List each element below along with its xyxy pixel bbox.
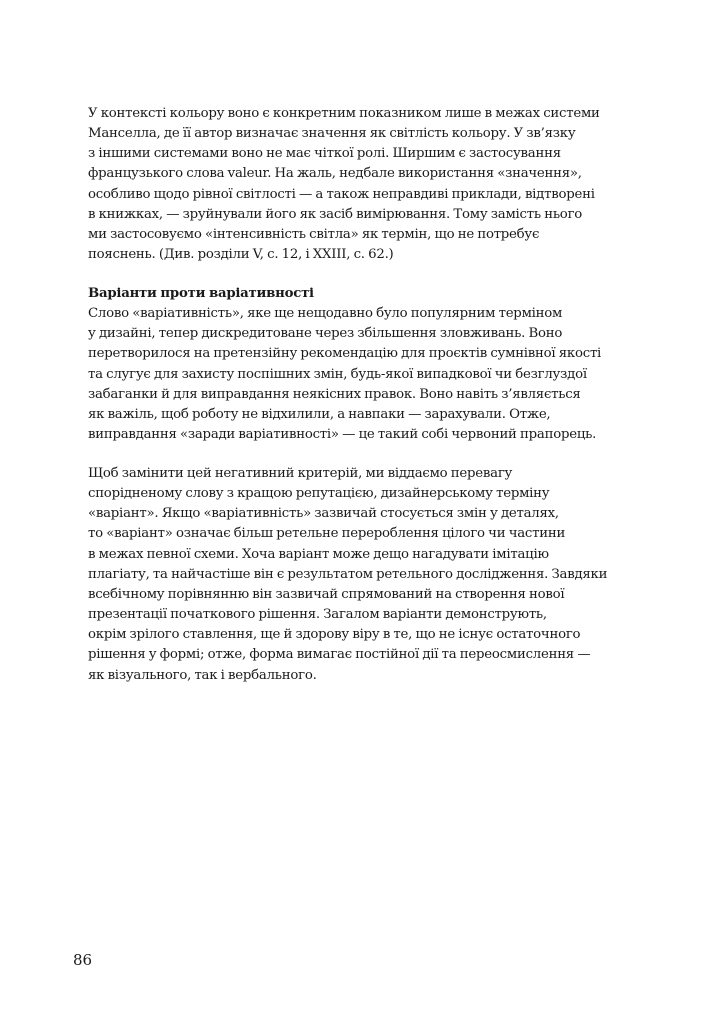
text-line: особливо щодо рівної світлості — а також неправдиві приклади, відтворені <box>88 186 595 202</box>
text-line: Слово «варіативність», яке ще нещодавно було популярним терміном <box>88 306 563 322</box>
text-line: у дизайні, тепер дискредитоване через збільшення зловживань. Воно <box>88 326 563 342</box>
text-line: як візуального, так і вербального. <box>88 667 317 683</box>
text-line: перетворилося на претензійну рекомендацію для проєктів сумнівної якості <box>88 346 602 362</box>
text-line: всебічному порівнянню він зазвичай спрямований на створення нової <box>88 586 565 602</box>
paragraph-3 <box>88 464 608 686</box>
text-line: в межах певної схеми. Хоча варіант може дещо нагадувати імітацію <box>88 546 549 562</box>
text-line: Щоб замінити цей негативний критерій, ми віддаємо перевагу <box>88 466 513 481</box>
text-line: як важіль, щоб роботу не відхилили, а навпаки — зарахували. Отже, <box>88 406 551 422</box>
text-line: та слугує для захисту поспішних змін, будь-якої випадкової чи безглуздої <box>88 366 587 382</box>
text-line: ми застосовуємо «інтенсивність світла» як термін, що не потребує <box>88 226 540 242</box>
text-line: спорідненому слову з кращою репутацією, дизайнерському терміну <box>88 486 550 502</box>
text-line: забаганки й для виправдання неякісних правок. Воно навіть з’являється <box>88 386 581 402</box>
text-line: то «варіант» означає більш ретельне перероблення цілого чи частини <box>88 526 566 542</box>
text-line: плагіату, та найчастіше він є результатом ретельного дослідження. Завдяки <box>88 566 608 582</box>
text-line: презентації початкового рішення. Загалом варіанти демонструють, <box>88 607 547 623</box>
text-line: пояснень. (Див. розділи V, с. 12, і XXIII, с. 62.) <box>88 247 394 263</box>
text-line: окрім зрілого ставлення, ще й здорову віру в те, що не існує остаточного <box>88 627 581 643</box>
text-line: в книжках, — зруйнували його як засіб вимірювання. Тому замість нього <box>88 206 583 222</box>
text-line: рішення у формі; отже, форма вимагає постійної дії та переосмислення — <box>88 647 591 663</box>
paragraph-1 <box>88 104 608 265</box>
text-line: виправдання «заради варіативності» — це такий собі червоний прапорець. <box>88 427 597 443</box>
section-variants <box>88 284 608 445</box>
text-line: Манселла, де її автор визначає значення як світлість кольору. У зв’язку <box>88 126 576 142</box>
text-line: французького слова valeur. На жаль, недбале використання «значення», <box>88 166 582 182</box>
text-line: У контексті кольору воно є конкретним показником лише в межах системи <box>88 106 600 121</box>
text-line: з іншими системами воно не має чіткої ролі. Ширшим є застосування <box>88 146 561 162</box>
text-line: «варіант». Якщо «варіативність» зазвичай стосується змін у деталях, <box>88 506 559 522</box>
section-heading: Варіанти проти варіативності <box>88 286 314 301</box>
page-number: 86 <box>73 951 93 969</box>
